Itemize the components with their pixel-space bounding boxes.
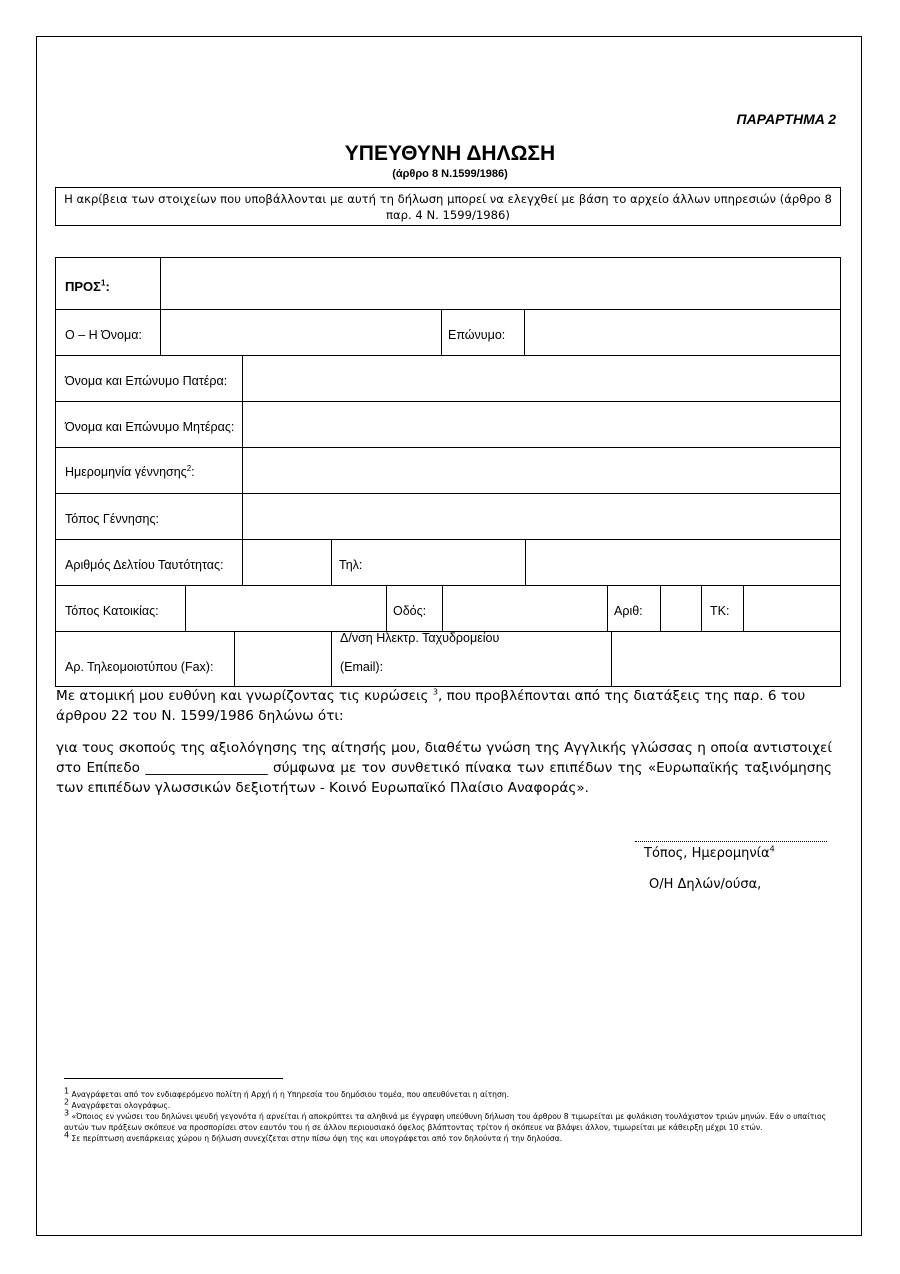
street-number-label: Αριθ: [614,604,643,618]
birth-date-field[interactable] [244,449,839,492]
first-name-field[interactable] [162,311,440,354]
mother-name-label: Όνομα και Επώνυμο Μητέρας: [65,420,235,434]
father-name-label: Όνομα και Επώνυμο Πατέρα: [65,374,228,388]
email-label-line1: Δ/νση Ηλεκτρ. Ταχυδρομείου [340,631,500,645]
surname-label: Επώνυμο: [448,328,506,342]
footnote-3: $^3$ «Όποιος εν γνώσει του δηλώνει ψευδή γεγονότα ή αρνείται ή αποκρύπτει τα αληθινά με έγγραφη υπεύθυνη δήλωση του άρθρου 8 τιμωρείται με φυλάκιση τουλάχιστον τριών μηνών. Εάν ο υπαίτιος αυτών των πράξεων σκόπευε να προσπορίσει στον εαυτόν του ή σε άλλον περιουσιακό όφελος βλάπτοντας τρίτον ή σκόπευε να βλάψει άλλον, τιμωρείται με κάθειρξη μέχρι 10 ετών. [64,1108,827,1132]
postal-code-field[interactable] [745,587,839,630]
postal-code-label: ΤΚ: [710,604,730,618]
document-title: ΥΠΕΥΘΥΝΗ ΔΗΛΩΣΗ [344,142,556,165]
street-field[interactable] [444,587,606,630]
recipient-field[interactable] [162,260,838,308]
declarant-label: Ο/Η Δηλών/ούσα, [649,877,762,892]
email-field[interactable] [613,633,839,685]
birth-place-field[interactable] [244,495,839,538]
declaration-intro: Με ατομική μου ευθύνη και γνωρίζοντας τις κυρώσεις $^3$, που προβλέπονται από της διατάξεις της παρ. 6 του άρθρου 22 του Ν. 1599/1986 δηλώνω ότι: [56,687,806,724]
first-name-label: Ο – Η Όνομα: [65,328,142,342]
footnote-2: $^2$ Αναγράφεται ολογράφως. [64,1097,171,1110]
place-date-label: Τόπος, Ημερομηνία$^4$ [644,844,775,861]
footnote-separator [64,1078,283,1079]
footnote-4: $^4$ Σε περίπτωση ανεπάρκειας χώρου η δήλωση συνεχίζεται στην πίσω όψη της και υπογράφεται από τον δηλούντα ή την δηλούσα. [64,1130,563,1143]
phone-label: Τηλ: [339,558,363,572]
mother-name-field[interactable] [244,403,839,446]
residence-label: Τόπος Κατοικίας: [65,604,159,618]
recipient-label: ΠΡΟΣ$^1$: [65,278,110,294]
surname-field[interactable] [526,311,839,354]
footnotes [64,1086,840,1144]
annex-label: ΠΑΡΑΡΤΗΜΑ 2 [736,111,836,127]
footnote-1: $^1$ Αναγράφεται από τον ενδιαφερόμενο πολίτη ή Αρχή ή η Υπηρεσία του δημόσιου τομέα, που απευθύνεται η αίτηση. [64,1086,510,1099]
residence-field[interactable] [187,587,385,630]
document-subtitle: (άρθρο 8 Ν.1599/1986) [392,168,508,180]
declaration-body: για τους σκοπούς της αξιολόγησης της αίτησής μου, διαθέτω γνώση της Αγγλικής γλώσσας η οποία αντιστοιχεί στο Επίπεδο __________________ σύμφωνα με τον συνθετικό πίνακα των επιπέδων της «Ευρωπαϊκής ταξινόμησης των επιπέδων γλωσσικών δεξιοτήτων - Κοινό Ευρωπαϊκό Πλαίσιο Αναφοράς». [56,740,832,796]
phone-field[interactable] [527,541,839,584]
father-name-field[interactable] [244,357,839,400]
fax-field[interactable] [236,633,330,685]
street-label: Οδός: [393,604,427,618]
fax-label: Αρ. Τηλεομοιοτύπου (Fax): [65,660,214,674]
street-number-field[interactable] [662,587,700,630]
id-number-field[interactable] [244,541,330,584]
signature-dotted-line [635,841,827,842]
accuracy-notice-box: Η ακρίβεια των στοιχείων που υποβάλλονται με αυτή τη δήλωση μπορεί να ελεγχθεί με βάση το αρχείο άλλων υπηρεσιών (άρθρο 8 παρ. 4 Ν. 1599/1986) [55,187,841,226]
email-label-line2: (Email): [340,660,384,674]
birth-date-label: Ημερομηνία γέννησης$^2$: [65,463,195,479]
declaration-form-table [55,257,841,687]
birth-place-label: Τόπος Γέννησης: [65,512,160,526]
id-number-label: Αριθμός Δελτίου Ταυτότητας: [65,558,224,572]
